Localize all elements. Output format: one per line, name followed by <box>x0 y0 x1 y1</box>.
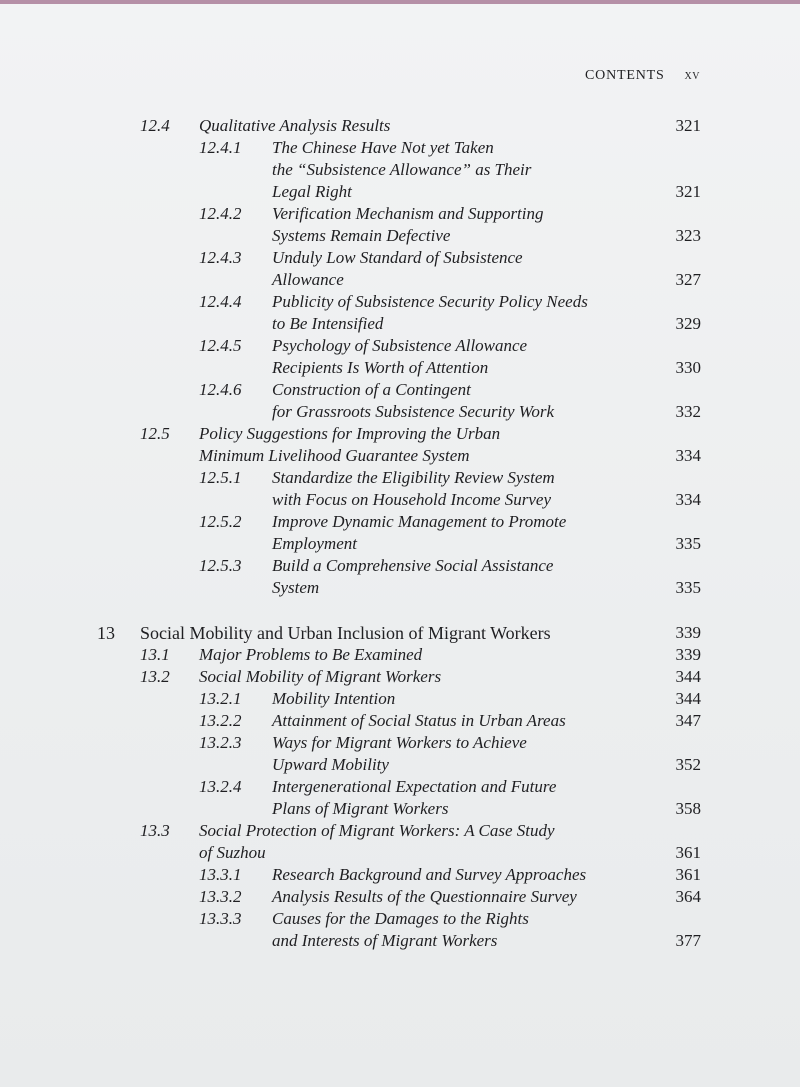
toc-entry-title-line: Verification Mechanism and Supporting <box>272 204 544 223</box>
toc-entry-title-line: Upward Mobility <box>272 755 389 774</box>
toc-entry-title-line: Minimum Livelihood Guarantee System <box>199 446 470 465</box>
toc-entry-title-line: Causes for the Damages to the Rights <box>272 909 529 928</box>
toc-entry-number: 12.4.1 <box>199 138 242 157</box>
toc-entry-title-line: Unduly Low Standard of Subsistence <box>272 248 523 267</box>
toc-entry-page-number: 330 <box>675 358 701 377</box>
toc-entry-title-line: Plans of Migrant Workers <box>272 799 449 818</box>
toc-entry-number: 13.3.3 <box>199 909 242 928</box>
toc-entry-title-line: Intergenerational Expectation and Future <box>272 777 557 796</box>
toc-entry-number: 13.2.3 <box>199 733 242 752</box>
toc-entry-number: 12.5.3 <box>199 556 242 575</box>
toc-entry-title-line: Analysis Results of the Questionnaire Survey <box>272 887 577 906</box>
toc-entry-title-line: Publicity of Subsistence Security Policy Needs <box>272 292 588 311</box>
toc-entry-page-number: 334 <box>675 446 701 465</box>
toc-entry-title-line: to Be Intensified <box>272 314 384 333</box>
toc-entry-page-number: 321 <box>675 116 701 135</box>
toc-entry-page-number: 361 <box>675 865 701 884</box>
toc-entry-number: 12.4 <box>140 116 170 135</box>
toc-entry-number: 13 <box>97 623 115 643</box>
toc-entry-page-number: 344 <box>675 689 701 708</box>
toc-entry-title-line: Employment <box>272 534 357 553</box>
toc-entry-title-line: Policy Suggestions for Improving the Urban <box>199 424 501 443</box>
toc-entry-page-number: 335 <box>675 578 701 597</box>
toc-entry-title-line: and Interests of Migrant Workers <box>272 931 498 950</box>
running-head-title: CONTENTS <box>585 68 665 83</box>
toc-entry-page-number: 352 <box>675 755 701 774</box>
toc-entry-title-line: Recipients Is Worth of Attention <box>272 358 489 377</box>
toc-entry-title-line: Construction of a Contingent <box>272 380 471 399</box>
toc-entry-page-number: 327 <box>675 270 701 289</box>
toc-entry-title-line: Build a Comprehensive Social Assistance <box>272 556 554 575</box>
toc-entry-title-line: Research Background and Survey Approaches <box>272 865 587 884</box>
toc-entry-number: 13.2 <box>140 667 170 686</box>
toc-entry-number: 13.3 <box>140 821 170 840</box>
toc-entry-title-line: System <box>272 578 320 597</box>
toc-entry-page-number: 361 <box>675 843 701 862</box>
toc-entry-number: 12.4.3 <box>199 248 242 267</box>
toc-entry-page-number: 358 <box>675 799 701 818</box>
toc-entry-number: 12.4.6 <box>199 380 242 399</box>
toc-entry-page-number: 339 <box>675 645 701 664</box>
toc-entry-page-number: 335 <box>675 534 701 553</box>
toc-entry-number: 12.5.1 <box>199 468 242 487</box>
toc-entry-page-number: 332 <box>675 402 701 421</box>
toc-entry-title-line: The Chinese Have Not yet Taken <box>272 138 494 157</box>
toc-entry-number: 12.5 <box>140 424 170 443</box>
toc-entry-page-number: 377 <box>675 931 701 950</box>
toc-entry-title-line: for Grassroots Subsistence Security Work <box>272 402 555 421</box>
toc-entry-title-line: Social Mobility of Migrant Workers <box>199 667 442 686</box>
toc-entry-page-number: 339 <box>675 623 701 642</box>
toc-entry-number: 12.4.5 <box>199 336 242 355</box>
toc-entry-title-line: Attainment of Social Status in Urban Areas <box>272 711 566 730</box>
toc-entry-number: 12.4.4 <box>199 292 242 311</box>
toc-entry-number: 13.2.1 <box>199 689 242 708</box>
toc-entry-title-line: Mobility Intention <box>272 689 396 708</box>
toc-entry-page-number: 334 <box>675 490 701 509</box>
toc-entry-title-line: Improve Dynamic Management to Promote <box>272 512 567 531</box>
toc-entry-title-line: Qualitative Analysis Results <box>199 116 391 135</box>
toc-entry-title-line: Ways for Migrant Workers to Achieve <box>272 733 527 752</box>
running-head-page-number: xv <box>684 68 700 83</box>
toc-entry-page-number: 347 <box>675 711 701 730</box>
toc-entry-number: 13.2.4 <box>199 777 242 796</box>
toc-entry-number: 12.5.2 <box>199 512 242 531</box>
toc-entry-page-number: 364 <box>675 887 701 906</box>
toc-entry-page-number: 321 <box>675 182 701 201</box>
toc-entry-title-line: Standardize the Eligibility Review System <box>272 468 555 487</box>
toc-entry-title-line: Legal Right <box>272 182 352 201</box>
toc-entry-number: 13.3.1 <box>199 865 242 884</box>
toc-entry-title-line: with Focus on Household Income Survey <box>272 490 552 509</box>
toc-entry-title-line: Systems Remain Defective <box>272 226 451 245</box>
toc-entry-title-line: of Suzhou <box>199 843 266 862</box>
toc-entry-title-line: Social Mobility and Urban Inclusion of Migrant Workers <box>140 623 551 643</box>
toc-entry-number: 13.3.2 <box>199 887 242 906</box>
toc-entry-page-number: 323 <box>675 226 701 245</box>
toc-entry-page-number: 344 <box>675 667 701 686</box>
toc-entry-number: 12.4.2 <box>199 204 242 223</box>
toc-entry-page-number: 329 <box>675 314 701 333</box>
toc-entry-title-line: Psychology of Subsistence Allowance <box>272 336 528 355</box>
toc-entry-title-line: Allowance <box>272 270 344 289</box>
toc-entry-number: 13.1 <box>140 645 170 664</box>
toc-entry-title-line: Social Protection of Migrant Workers: A Case Study <box>199 821 555 840</box>
toc-entry-title-line: the “Subsistence Allowance” as Their <box>272 160 532 179</box>
toc-entry-number: 13.2.2 <box>199 711 242 730</box>
toc-entry-title-line: Major Problems to Be Examined <box>199 645 423 664</box>
